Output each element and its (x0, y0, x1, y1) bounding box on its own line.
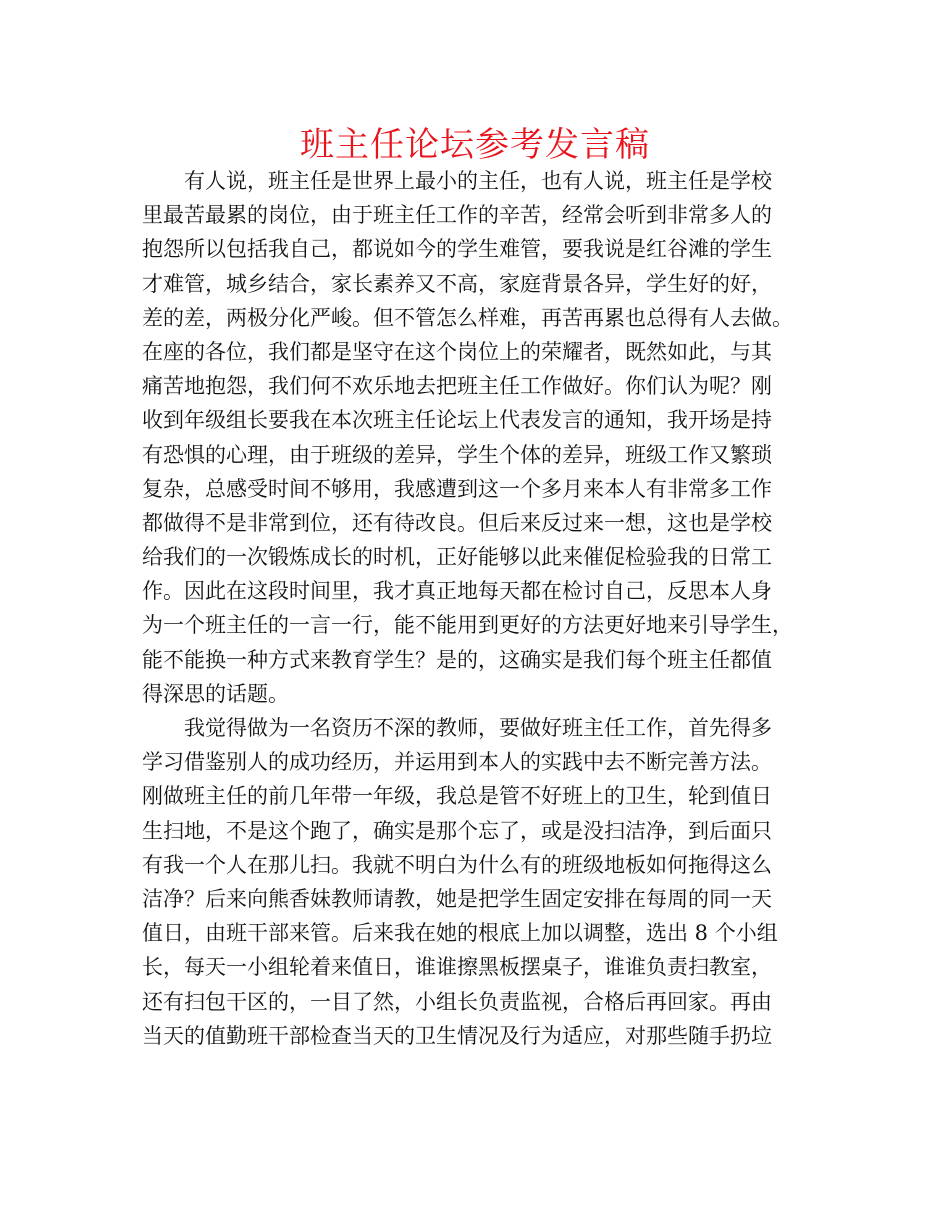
paragraph-1-line-16: 得深思的话题。 (142, 681, 289, 706)
paragraph-1-line-7: 痛苦地抱怨，我们何不欢乐地去把班主任工作做好。你们认为呢？刚 (142, 374, 772, 399)
paragraph-2-line-4: 生扫地，不是这个跑了，确实是那个忘了，或是没扫洁净，到后面只 (142, 818, 772, 843)
paragraph-2-line-1: 我觉得做为一名资历不深的教师，要做好班主任工作，首先得多 (184, 716, 772, 740)
paragraph-1-line-9: 有恐惧的心理，由于班级的差异，学生个体的差异，班级工作又繁琐 (142, 442, 772, 467)
paragraph-1-line-14: 为一个班主任的一言一行，能不能用到更好的方法更好地来引导学生， (142, 613, 793, 638)
paragraph-1-line-2: 里最苦最累的岗位，由于班主任工作的辛苦，经常会听到非常多人的 (142, 203, 772, 228)
paragraph-1-line-13: 作。因此在这段时间里，我才真正地每天都在检讨自己，反思本人身 (142, 579, 772, 604)
paragraph-2-line-7: 值日，由班干部来管。后来我在她的根底上加以调整，选出 8 个小组 (142, 921, 778, 946)
paragraph-2-line-3: 刚做班主任的前几年带一年级，我总是管不好班上的卫生，轮到值日 (142, 784, 772, 809)
paragraph-2-line-10: 当天的值勤班干部检查当天的卫生情况及行为适应，对那些随手扔垃 (142, 1023, 772, 1048)
document-title: 班主任论坛参考发言稿 (300, 125, 650, 165)
paragraph-1-line-1: 有人说，班主任是世界上最小的主任，也有人说，班主任是学校 (184, 169, 772, 193)
document-body (142, 164, 832, 1053)
paragraph-2-line-5: 有我一个人在那儿扫。我就不明白为什么有的班级地板如何拖得这么 (142, 852, 772, 877)
paragraph-2-line-2: 学习借鉴别人的成功经历，并运用到本人的实践中去不断完善方法。 (142, 750, 772, 775)
paragraph-1-line-3: 抱怨所以包括我自己，都说如今的学生难管，要我说是红谷滩的学生 (142, 237, 772, 262)
paragraph-1-line-10: 复杂，总感受时间不够用，我感遭到这一个多月来本人有非常多工作 (142, 476, 772, 501)
paragraph-1-line-11: 都做得不是非常到位，还有待改良。但后来反过来一想，这也是学校 (142, 510, 772, 535)
paragraph-2-line-8: 长，每天一小组轮着来值日，谁谁擦黑板摆桌子，谁谁负责扫教室， (142, 955, 772, 980)
paragraph-1-line-15: 能不能换一种方式来教育学生？是的，这确实是我们每个班主任都值 (142, 647, 772, 672)
paragraph-1-line-8: 收到年级组长要我在本次班主任论坛上代表发言的通知，我开场是持 (142, 408, 772, 433)
paragraph-1-line-6: 在座的各位，我们都是坚守在这个岗位上的荣耀者，既然如此，与其 (142, 339, 772, 364)
paragraph-1-line-5: 差的差，两极分化严峻。但不管怎么样难，再苦再累也总得有人去做。 (142, 305, 793, 330)
paragraph-2-line-6: 洁净？后来向熊香妹教师请教，她是把学生固定安排在每周的同一天 (142, 886, 772, 911)
paragraph-1-line-12: 给我们的一次锻炼成长的时机，正好能够以此来催促检验我的日常工 (142, 545, 772, 570)
paragraph-2-line-9: 还有扫包干区的，一目了然，小组长负责监视，合格后再回家。再由 (142, 989, 772, 1014)
paragraph-1-line-4: 才难管，城乡结合，家长素养又不高，家庭背景各异，学生好的好， (142, 271, 772, 296)
